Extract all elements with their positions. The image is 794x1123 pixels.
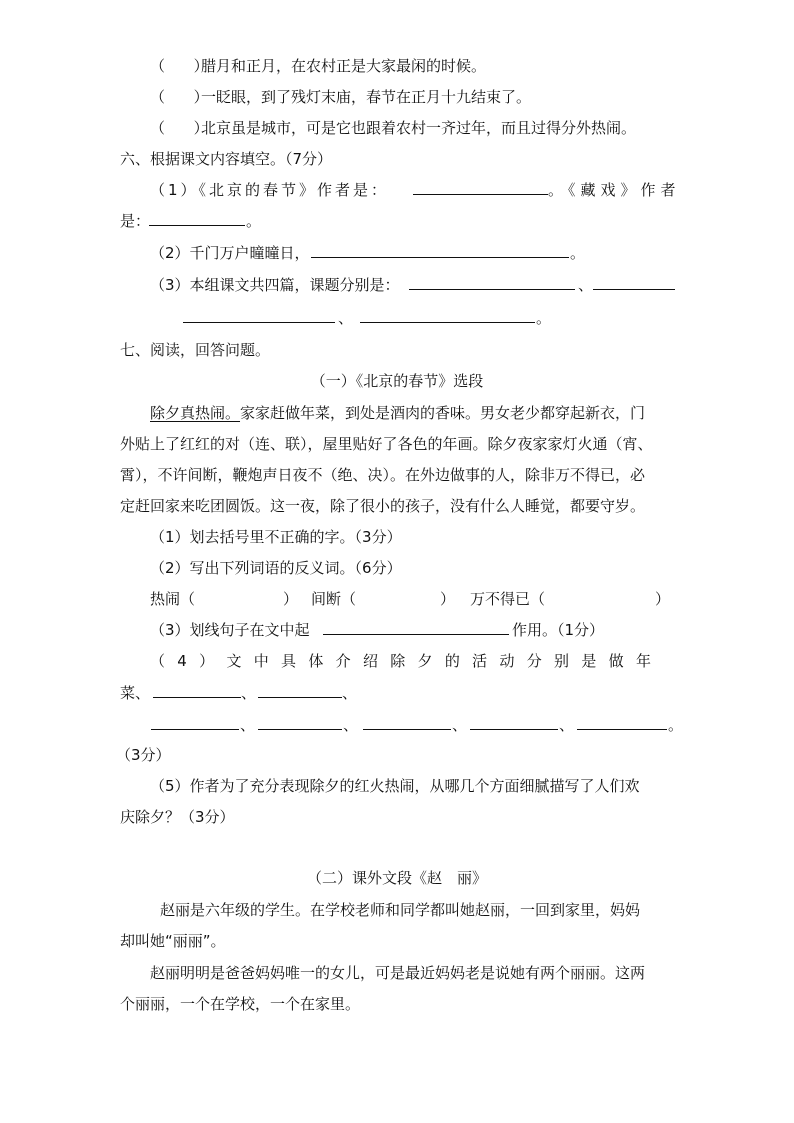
question-text: （5）作者为了充分表现除夕的红火热闹，从哪几个方面细腻描写了人们欢 <box>150 777 640 795</box>
question-text: （2）写出下列词语的反义词。（6分） <box>150 559 402 577</box>
antonym-word: 热闹（ <box>150 590 196 608</box>
answer-parentheses[interactable]: （ ） <box>150 57 209 75</box>
answer-blank[interactable] <box>258 711 342 730</box>
answer-blank[interactable] <box>409 271 575 290</box>
punctuation: 、 <box>240 716 256 734</box>
passage-1-title: （一）《北京的春节》选段 <box>310 372 484 390</box>
passage-text: 赵丽明明是爸爸妈妈唯一的女儿，可是最近妈妈老是说她有两个丽丽。这两 <box>150 964 646 982</box>
passage-2-line-3 <box>0 958 794 989</box>
answer-parentheses[interactable]: （ ） <box>150 88 209 106</box>
tf-item-2 <box>0 82 794 113</box>
passage-text: 外贴上了红红的对（连、联），屋里贴好了各色的年画。除夕夜家家灯火通（宵、 <box>120 435 653 453</box>
tf-item-text: 一眨眼，到了残灯末庙，春节在正月十九结束了。 <box>201 88 532 106</box>
answer-blank[interactable] <box>363 711 451 730</box>
question-text: （4）文中具体介绍除夕的活动分别是做年 <box>150 652 664 670</box>
answer-blank[interactable] <box>183 304 335 323</box>
score-text: （3分） <box>116 746 171 764</box>
s7-question-2 <box>0 553 794 584</box>
question-text: （3）划线句子在文中起 <box>150 621 310 639</box>
passage-text-rest: 家家赶做年菜，到处是酒肉的香味。男女老少都穿起新衣，门 <box>240 404 646 422</box>
antonym-paren-close[interactable]: ） <box>283 590 299 608</box>
question-text: 菜、 <box>120 684 151 702</box>
punctuation: 、 <box>338 309 354 327</box>
section-heading-text: 六、根据课文内容填空。（7分） <box>120 150 333 168</box>
question-text: 是： <box>120 212 151 230</box>
answer-blank[interactable] <box>577 711 667 730</box>
question-text: （1）划去括号里不正确的字。（3分） <box>150 528 402 546</box>
s7-question-4-cont <box>0 678 794 709</box>
passage-line-1 <box>0 398 794 429</box>
answer-blank[interactable] <box>149 207 245 226</box>
answer-parentheses[interactable]: （ ） <box>150 119 209 137</box>
s7-question-5-cont <box>0 802 794 833</box>
underlined-sentence: 除夕真热闹。 <box>150 404 241 422</box>
antonym-word: 万不得已（ <box>470 590 546 608</box>
section-heading-text: 七、阅读，回答问题。 <box>120 341 271 359</box>
punctuation: 。 <box>668 716 684 734</box>
answer-blank[interactable] <box>153 679 241 698</box>
antonym-paren-close[interactable]: ） <box>655 590 671 608</box>
s6-question-3 <box>0 270 794 301</box>
answer-blank[interactable] <box>258 679 342 698</box>
s7-question-4 <box>0 646 794 677</box>
answer-blank[interactable] <box>151 711 239 730</box>
question-text: （2）千门万户曈曈日， <box>150 244 310 262</box>
punctuation: 、 <box>559 716 575 734</box>
punctuation: 、 <box>342 684 358 702</box>
answer-blank[interactable] <box>323 616 509 635</box>
passage-text: 赵丽是六年级的学生。在学校老师和同学都叫她赵丽，一回到家里，妈妈 <box>160 901 641 919</box>
tf-item-3 <box>0 113 794 144</box>
passage-2-line-2 <box>0 926 794 957</box>
passage-line-2 <box>0 429 794 460</box>
answer-blank[interactable] <box>470 711 558 730</box>
answer-blank[interactable] <box>413 176 548 195</box>
s6-question-1 <box>0 175 794 206</box>
punctuation: 、 <box>578 276 594 294</box>
passage-line-3 <box>0 460 794 491</box>
tf-item-text: 北京虽是城市，可是它也跟着农村一齐过年，而且过得分外热闹。 <box>201 119 637 137</box>
section-6-heading <box>0 144 794 175</box>
punctuation: 。 <box>536 309 552 327</box>
question-text: （1）《北京的春节》作者是： <box>150 181 390 199</box>
passage-text <box>150 398 645 429</box>
passage-text: 个丽丽，一个在学校，一个在家里。 <box>120 995 361 1013</box>
passage-text: 霄），不许间断，鞭炮声日夜不（绝、决）。在外边做事的人，除非万不得已，必 <box>120 466 646 484</box>
s7-question-3 <box>0 615 794 646</box>
antonym-paren-close[interactable]: ） <box>440 590 456 608</box>
s6-question-2 <box>0 238 794 269</box>
s6-question-1-cont <box>0 206 794 237</box>
question-text: 作用。（1分） <box>512 621 605 639</box>
answer-blank[interactable] <box>593 271 675 290</box>
answer-blank[interactable] <box>360 304 535 323</box>
s7-question-1 <box>0 522 794 553</box>
passage-2-title: （二）课外文段《赵 丽》 <box>306 869 487 887</box>
tf-item-1 <box>0 51 794 82</box>
question-text: 庆除夕？（3分） <box>120 808 235 826</box>
s7-question-4-blanks <box>0 710 794 741</box>
punctuation: 、 <box>343 716 359 734</box>
passage-2-line-1 <box>0 895 794 926</box>
section-7-heading <box>0 335 794 366</box>
antonym-word: 间断（ <box>311 590 357 608</box>
answer-blank[interactable] <box>311 239 569 258</box>
punctuation: 、 <box>452 716 468 734</box>
passage-line-4 <box>0 491 794 522</box>
tf-item-text: 腊月和正月，在农村正是大家最闲的时候。 <box>201 57 487 75</box>
passage-2-line-4 <box>0 989 794 1020</box>
s7-question-4-score <box>0 740 794 771</box>
question-text: （3）本组课文共四篇，课题分别是： <box>150 276 400 294</box>
s6-question-3-cont <box>0 303 794 334</box>
s7-question-5 <box>0 771 794 802</box>
question-text: 。《藏戏》作者 <box>548 181 681 199</box>
punctuation: 。 <box>570 244 586 262</box>
passage-text: 定赶回家来吃团圆饭。这一夜，除了很小的孩子，没有什么人睡觉，都要守岁。 <box>120 497 646 515</box>
antonym-row <box>0 584 794 615</box>
passage-text: 却叫她“丽丽”。 <box>120 932 226 950</box>
punctuation: 、 <box>241 684 257 702</box>
punctuation: 。 <box>246 212 262 230</box>
